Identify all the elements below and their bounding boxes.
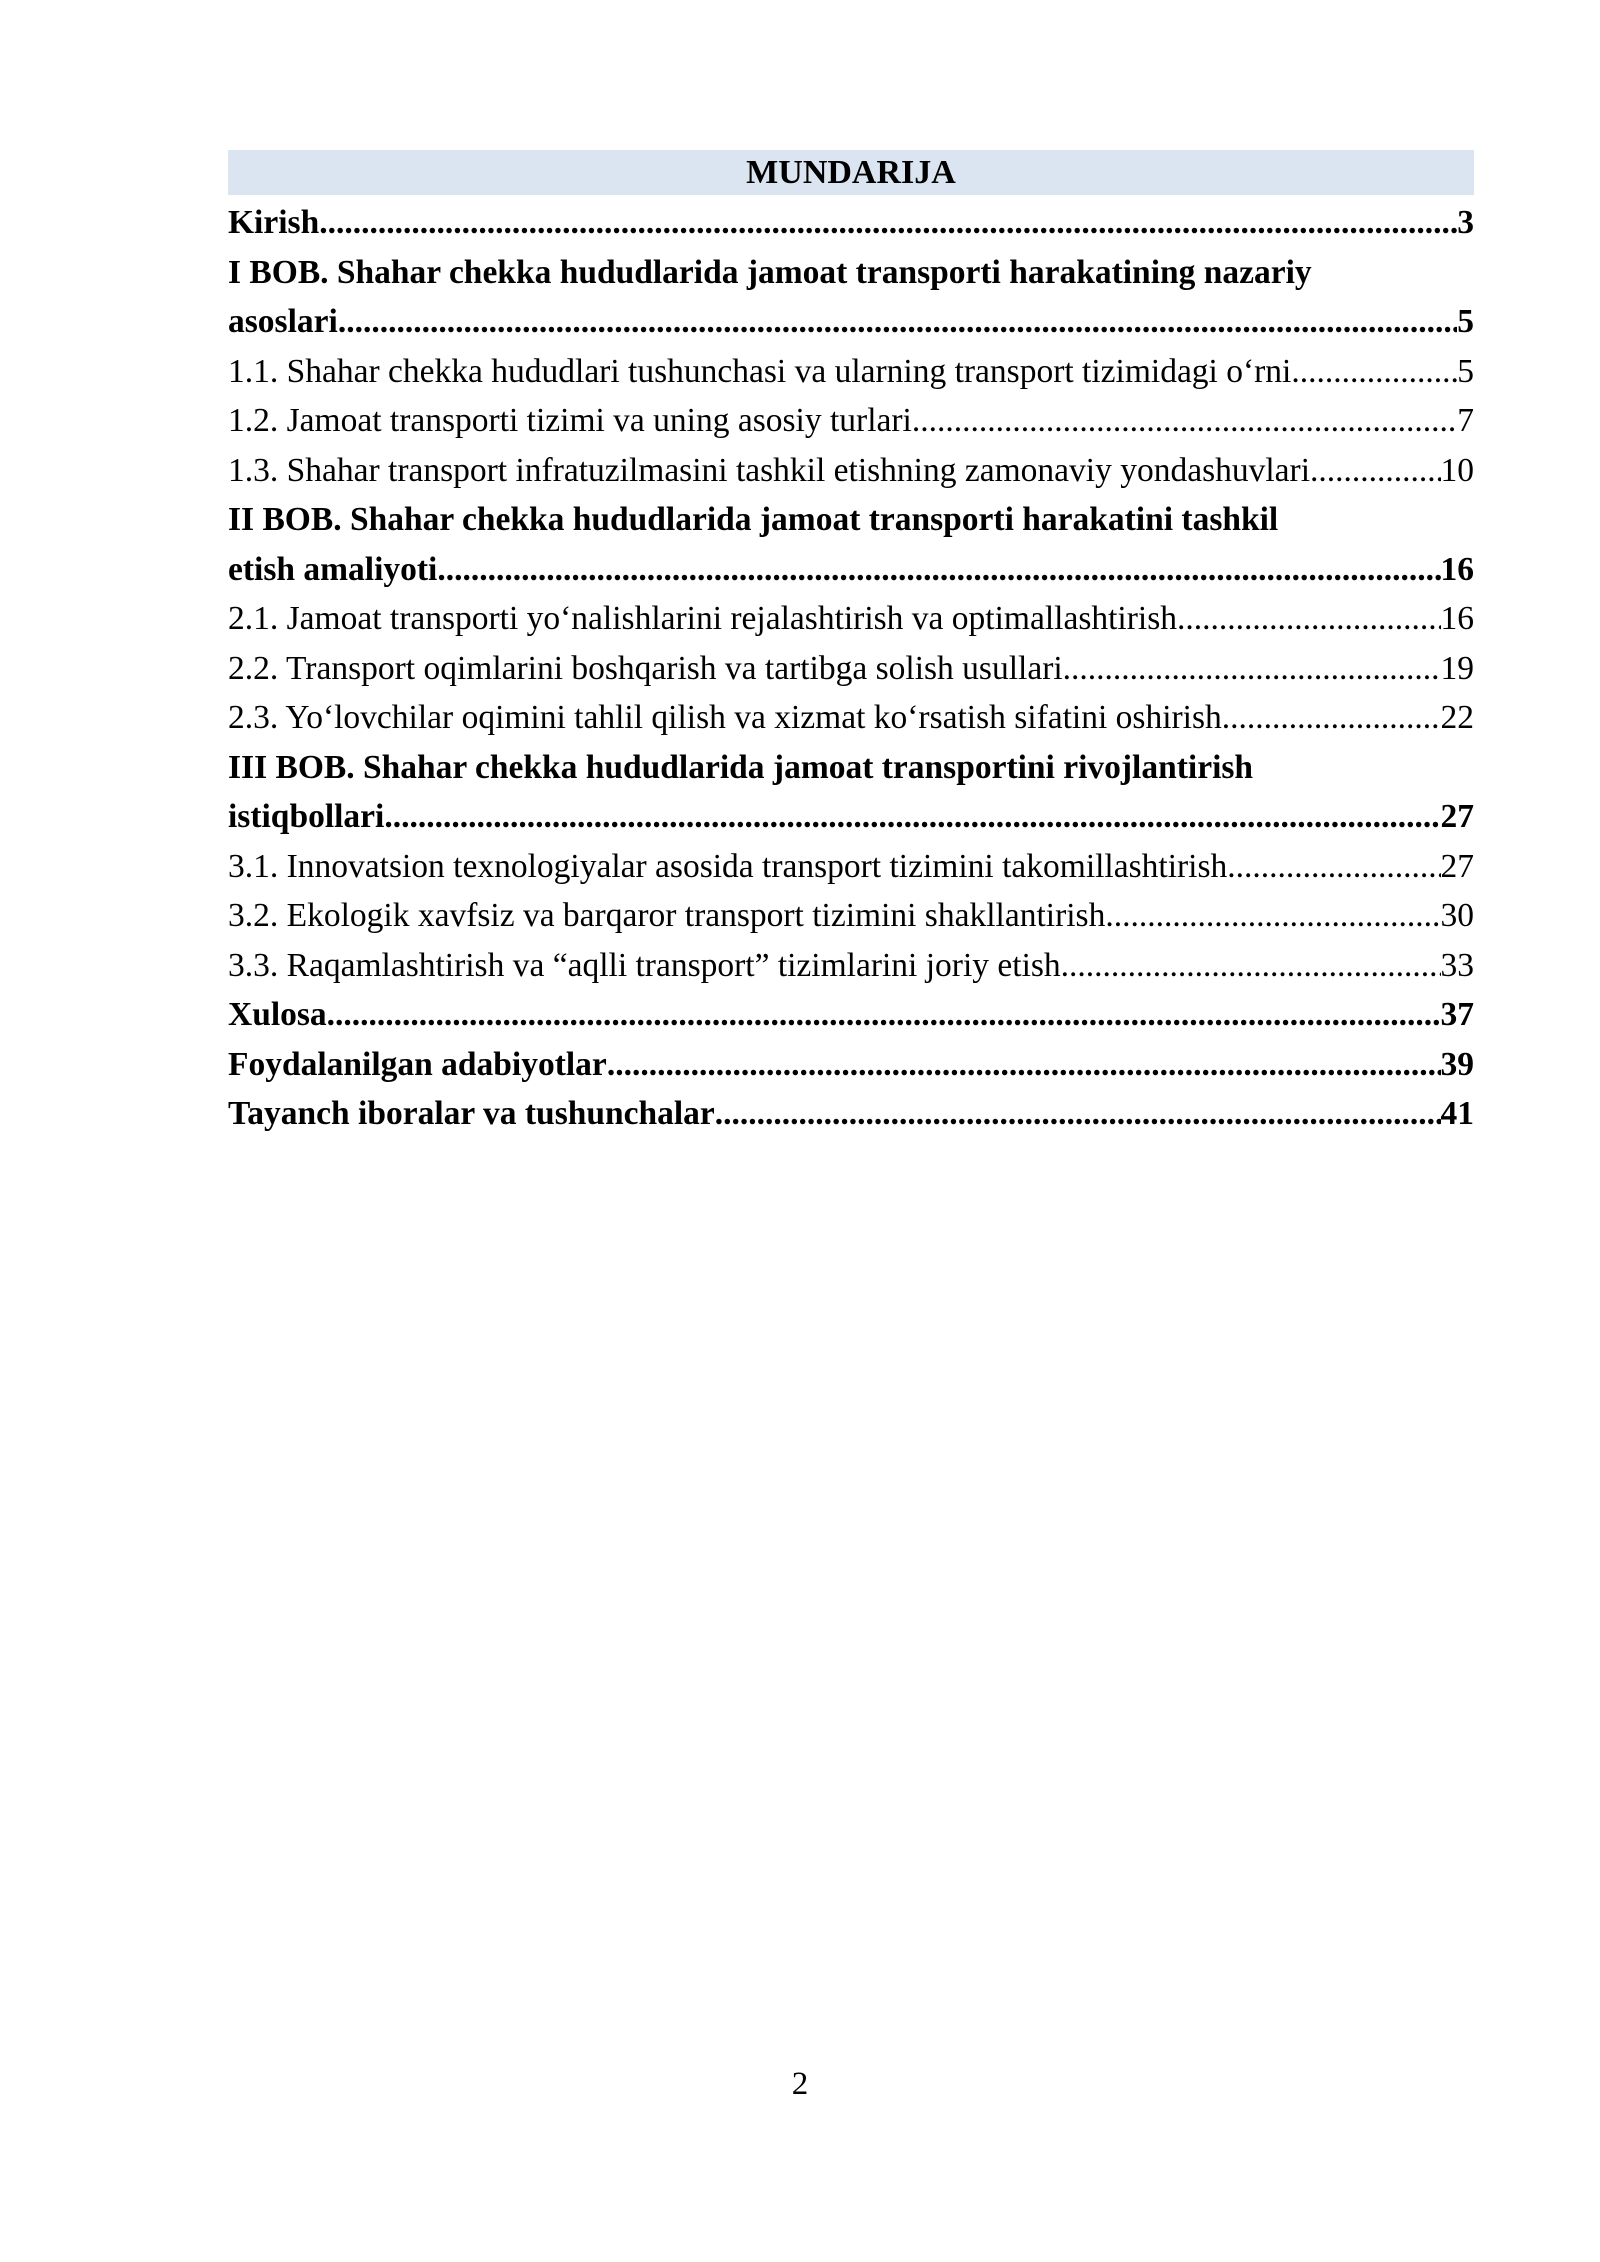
toc-entry-chapter-1[interactable] — [228, 248, 1474, 347]
toc-entry-text: 3.3. Raqamlashtirish va “aqlli transport” tizimlarini joriy etish — [228, 946, 1061, 984]
toc-entry-text: 1.1. Shahar chekka hududlari tushunchasi va ularning transport tizimidagi o‘rni — [228, 352, 1292, 390]
toc-entry-text: istiqbollari — [228, 798, 385, 835]
dot-leader — [437, 545, 1440, 595]
dot-leader — [715, 1089, 1441, 1139]
toc-entry-text: 1.2. Jamoat transporti tizimi va uning asosiy turlari — [228, 402, 912, 439]
toc-entry-page: 37 — [1440, 996, 1474, 1033]
toc-entry-text: 3.2. Ekologik xavfsiz va barqaror transport tizimini shakllantirish — [228, 897, 1106, 934]
toc-entry-kirish[interactable] — [228, 198, 1474, 248]
table-of-contents — [228, 198, 1474, 1139]
toc-entry-chapter-3[interactable] — [228, 743, 1474, 842]
toc-entry-page: 39 — [1440, 1045, 1474, 1083]
toc-entry-text: 2.1. Jamoat transporti yo‘nalishlarini rejalashtirish va optimallashtirish — [228, 600, 1177, 637]
toc-entry-text: Xulosa — [228, 996, 327, 1033]
toc-title: MUNDARIJA — [228, 150, 1474, 195]
toc-entry-page: 16 — [1440, 550, 1474, 588]
toc-entry-section-2-1[interactable] — [228, 594, 1474, 644]
toc-entry-section-3-3[interactable] — [228, 941, 1474, 991]
dot-leader — [607, 1040, 1441, 1090]
dot-leader — [1063, 644, 1441, 694]
toc-entry-page: 41 — [1440, 1095, 1474, 1132]
toc-entry-section-1-2[interactable] — [228, 396, 1474, 446]
dot-leader — [1105, 891, 1440, 941]
toc-entry-chapter-2[interactable] — [228, 495, 1474, 594]
toc-entry-page: 7 — [1457, 402, 1474, 439]
dot-leader — [1222, 693, 1441, 743]
toc-entry-references[interactable] — [228, 1040, 1474, 1090]
dot-leader — [1061, 941, 1441, 991]
dot-leader — [1177, 594, 1441, 644]
toc-entry-page: 30 — [1440, 897, 1474, 934]
dot-leader — [327, 990, 1441, 1040]
toc-entry-section-1-1[interactable] — [228, 347, 1474, 397]
toc-entry-section-2-2[interactable] — [228, 644, 1474, 694]
toc-entry-page: 5 — [1457, 352, 1474, 390]
dot-leader — [338, 297, 1457, 347]
toc-entry-page: 5 — [1457, 303, 1474, 340]
toc-entry-glossary[interactable] — [228, 1089, 1474, 1139]
toc-entry-text: 1.3. Shahar transport infratuzilmasini tashkil etishning zamonaviy yondashuvlari — [228, 451, 1311, 489]
toc-entry-text: 3.1. Innovatsion texnologiyalar asosida transport tizimini takomillashtirish — [228, 847, 1228, 885]
toc-entry-text: 2.2. Transport oqimlarini boshqarish va tartibga solish usullari — [228, 649, 1063, 687]
toc-entry-page: 10 — [1440, 451, 1474, 489]
toc-entry-title-line: I BOB. Shahar chekka hududlarida jamoat transporti harakatining nazariy — [228, 253, 1312, 291]
toc-entry-page: 27 — [1440, 847, 1474, 885]
toc-entry-page: 27 — [1440, 798, 1474, 835]
toc-entry-text: Tayanch iboralar va tushunchalar — [228, 1095, 715, 1132]
page-number: 2 — [791, 2066, 809, 2102]
toc-entry-page: 22 — [1440, 699, 1474, 736]
toc-entry-text: etish amaliyoti — [228, 550, 438, 588]
toc-entry-page: 19 — [1440, 649, 1474, 687]
toc-entry-page: 3 — [1457, 204, 1474, 241]
dot-leader — [1227, 842, 1440, 892]
dot-leader — [912, 396, 1457, 446]
toc-entry-section-3-2[interactable] — [228, 891, 1474, 941]
toc-entry-page: 33 — [1440, 946, 1474, 984]
toc-entry-text: asoslari — [228, 303, 338, 340]
toc-entry-section-2-3[interactable] — [228, 693, 1474, 743]
toc-entry-page: 16 — [1440, 600, 1474, 637]
toc-entry-title-line: III BOB. Shahar chekka hududlarida jamoat transportini rivojlantirish — [228, 748, 1254, 786]
dot-leader — [1310, 446, 1440, 496]
toc-entry-text: 2.3. Yo‘lovchilar oqimini tahlil qilish va xizmat ko‘rsatish sifatini oshirish — [228, 699, 1222, 736]
toc-entry-xulosa[interactable] — [228, 990, 1474, 1040]
toc-entry-text: Kirish — [228, 204, 320, 241]
toc-entry-title-line: II BOB. Shahar chekka hududlarida jamoat transporti harakatini tashkil — [228, 501, 1279, 538]
toc-entry-section-1-3[interactable] — [228, 446, 1474, 496]
toc-entry-section-3-1[interactable] — [228, 842, 1474, 892]
dot-leader — [384, 792, 1440, 842]
dot-leader — [1291, 347, 1457, 397]
dot-leader — [319, 198, 1457, 248]
toc-entry-text: Foydalanilgan adabiyotlar — [228, 1045, 607, 1083]
